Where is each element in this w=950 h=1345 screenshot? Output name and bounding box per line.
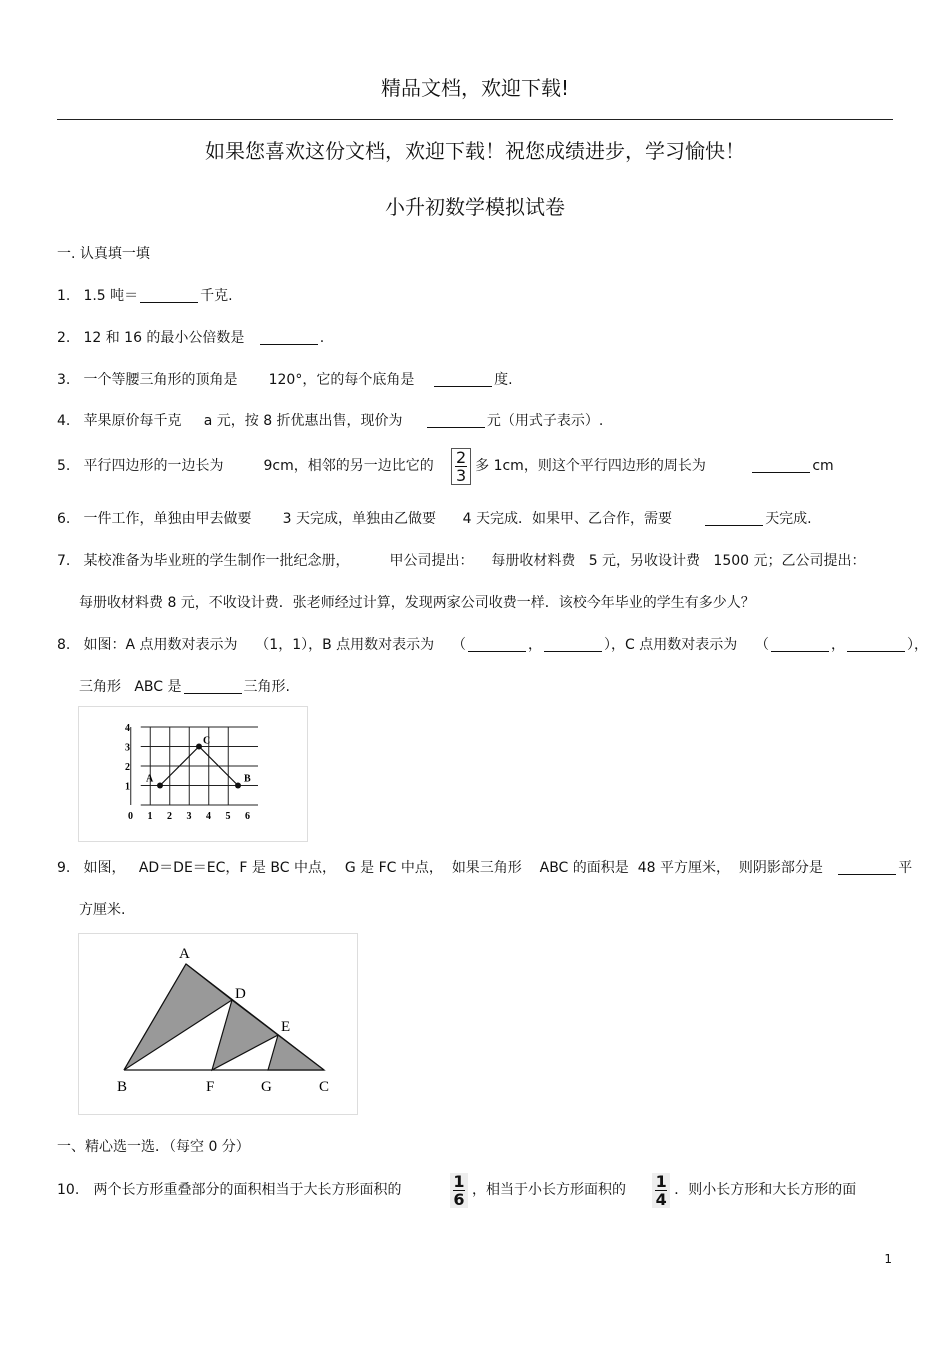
question-number: 6. — [57, 511, 71, 527]
question-text: a 元，按 8 折优惠出售，现价为 — [203, 413, 403, 429]
question-text: ABC 的面积是 — [539, 860, 629, 876]
fraction-one-quarter — [652, 1173, 670, 1208]
question-text: 如图：A 点用数对表示为 — [83, 637, 238, 653]
question-text: 三角形 — [79, 679, 121, 695]
question-text: （ — [755, 637, 770, 653]
question-text: 5 元，另收设计费 — [588, 553, 701, 569]
question-number: 1. — [57, 288, 71, 304]
y-tick-label: 3 — [125, 742, 130, 754]
question-text: 4 天完成．如果甲、乙合作，需要 — [462, 511, 673, 527]
question-text: 天完成. — [765, 511, 812, 527]
question-3 — [57, 369, 513, 389]
fraction-one-sixth — [450, 1173, 468, 1208]
point-label-A: A — [146, 773, 154, 785]
question-text: 48 平方厘米， — [637, 860, 730, 876]
shaded-triangle-gec — [268, 1035, 324, 1070]
x-tick-label: 0 — [128, 811, 133, 822]
greeting: 如果您喜欢这份文档，欢迎下载！祝您成绩进步，学习愉快！ — [205, 139, 745, 163]
y-tick-label: 1 — [125, 781, 130, 793]
question-number: 9. — [57, 860, 71, 876]
x-tick-label: 3 — [186, 811, 192, 822]
shaded-triangle-abd — [124, 964, 232, 1070]
question-text: 一个等腰三角形的顶角是 — [83, 372, 238, 388]
y-tick-label: 2 — [125, 762, 130, 773]
question-9-line2: 方厘米. — [79, 902, 126, 918]
header-title: 精品文档，欢迎下载! — [380, 76, 570, 100]
question-text: ）， — [907, 637, 929, 653]
question-text: 苹果原价每千克 — [83, 413, 182, 429]
question-number: 5. — [57, 458, 71, 474]
question-text: ABC 是 — [134, 679, 182, 695]
question-text: AD＝DE＝EC，F 是 BC 中点， — [138, 860, 336, 876]
question-text: 多 1cm，则这个平行四边形的周长为 — [475, 458, 706, 474]
question-text: 两个长方形重叠部分的面积相当于大长方形面积的 — [93, 1182, 402, 1198]
question-text: 平 — [898, 860, 913, 876]
point-C — [196, 744, 202, 750]
answer-blank[interactable] — [752, 458, 810, 473]
point-B — [235, 783, 241, 789]
point-label-C: C — [203, 735, 211, 747]
answer-blank-c-x[interactable] — [771, 637, 829, 652]
triangle-figure — [78, 933, 358, 1115]
question-10 — [57, 1170, 856, 1210]
question-text: 某校准备为毕业班的学生制作一批纪念册， — [83, 553, 350, 569]
y-tick-label: 4 — [125, 723, 130, 734]
answer-blank[interactable] — [184, 679, 242, 694]
question-text: （1，1），B 点用数对表示为 — [255, 637, 435, 653]
question-text: cm — [812, 458, 834, 474]
question-text: . — [319, 330, 325, 346]
answer-blank[interactable] — [434, 372, 492, 387]
answer-blank-b-y[interactable] — [544, 637, 602, 652]
header-rule — [57, 119, 893, 120]
question-text: ， — [527, 637, 542, 653]
question-text: ， — [831, 637, 846, 653]
question-6 — [57, 508, 812, 528]
question-5 — [57, 444, 834, 488]
fraction-numerator: 1 — [655, 1171, 667, 1191]
question-text: 12 和 16 的最小公倍数是 — [83, 330, 245, 346]
question-8-line2 — [79, 676, 290, 696]
x-tick-label: 1 — [147, 811, 153, 822]
fraction-denominator: 4 — [655, 1189, 667, 1209]
x-tick-label: 5 — [225, 811, 231, 822]
question-text: 平行四边形的一边长为 — [83, 458, 224, 474]
question-number: 10. — [57, 1182, 80, 1198]
question-number: 3. — [57, 372, 71, 388]
label-A: A — [179, 946, 190, 962]
question-number: 7. — [57, 553, 71, 569]
question-9 — [57, 857, 912, 877]
question-text: 如图， — [83, 860, 126, 876]
answer-blank[interactable] — [427, 413, 485, 428]
fraction-denominator: 6 — [453, 1189, 465, 1209]
question-text: 元（用式子表示）. — [486, 413, 604, 429]
shaded-triangle-fde — [212, 1000, 278, 1070]
answer-blank[interactable] — [260, 330, 318, 345]
question-text: 1.5 吨＝ — [83, 288, 139, 304]
answer-blank[interactable] — [838, 860, 896, 875]
question-text: ），C 点用数对表示为 — [603, 637, 738, 653]
label-D: D — [235, 986, 246, 1002]
question-1 — [57, 285, 233, 305]
question-8 — [57, 634, 928, 654]
question-text: 度. — [494, 372, 513, 388]
x-tick-label: 4 — [206, 811, 211, 822]
question-number: 8. — [57, 637, 71, 653]
grid-figure — [78, 706, 308, 842]
answer-blank-b-x[interactable] — [468, 637, 526, 652]
x-tick-label: 6 — [245, 811, 250, 822]
question-text: 则阴影部分是 — [738, 860, 823, 876]
question-text: 1500 元；乙公司提出： — [713, 553, 866, 569]
point-A — [157, 783, 163, 789]
label-B: B — [117, 1079, 128, 1095]
question-text: 3 天完成，单独由乙做要 — [282, 511, 436, 527]
grid-diagram — [79, 707, 307, 841]
question-text: G 是 FC 中点， — [344, 860, 443, 876]
question-7-line2: 每册收材料费 8 元，不收设计费．张老师经过计算，发现两家公司收费一样．该校今年毕业的学生有多少人？ — [79, 595, 755, 611]
question-4 — [57, 410, 603, 430]
question-text: 三角形. — [243, 679, 290, 695]
label-G: G — [261, 1079, 272, 1095]
section-title-choice: 一、精心选一选．（每空 0 分） — [57, 1139, 250, 1155]
doc-title: 小升初数学模拟试卷 — [385, 195, 565, 219]
question-text: 9cm，相邻的另一边比它的 — [263, 458, 434, 474]
triangle-diagram — [79, 934, 357, 1114]
fraction-numerator: 1 — [453, 1171, 465, 1191]
label-C: C — [319, 1079, 330, 1095]
question-text: ．则小长方形和大长方形的面 — [674, 1182, 857, 1198]
question-number: 4. — [57, 413, 71, 429]
answer-blank[interactable] — [140, 288, 198, 303]
fraction-two-thirds — [451, 448, 471, 485]
fraction-numerator: 2 — [456, 447, 467, 467]
answer-blank-c-y[interactable] — [847, 637, 905, 652]
label-E: E — [281, 1019, 291, 1035]
x-tick-label: 2 — [167, 811, 172, 822]
section-title-fill: 一. 认真填一填 — [57, 246, 150, 262]
question-7 — [57, 550, 866, 570]
question-text: （ — [451, 637, 466, 653]
point-label-B: B — [244, 773, 251, 785]
question-text: 一件工作，单独由甲去做要 — [83, 511, 252, 527]
question-2 — [57, 327, 324, 347]
label-F: F — [206, 1079, 215, 1095]
question-text: 甲公司提出： — [389, 553, 474, 569]
page-number: 1 — [884, 1252, 892, 1266]
question-text: 120°，它的每个底角是 — [268, 372, 415, 388]
question-text: ，相当于小长方形面积的 — [471, 1182, 626, 1198]
fraction-denominator: 3 — [456, 465, 467, 485]
answer-blank[interactable] — [705, 511, 763, 526]
question-number: 2. — [57, 330, 71, 346]
question-text: 每册收材料费 — [491, 553, 576, 569]
question-text: 千克. — [200, 288, 233, 304]
question-text: 如果三角形 — [451, 860, 522, 876]
